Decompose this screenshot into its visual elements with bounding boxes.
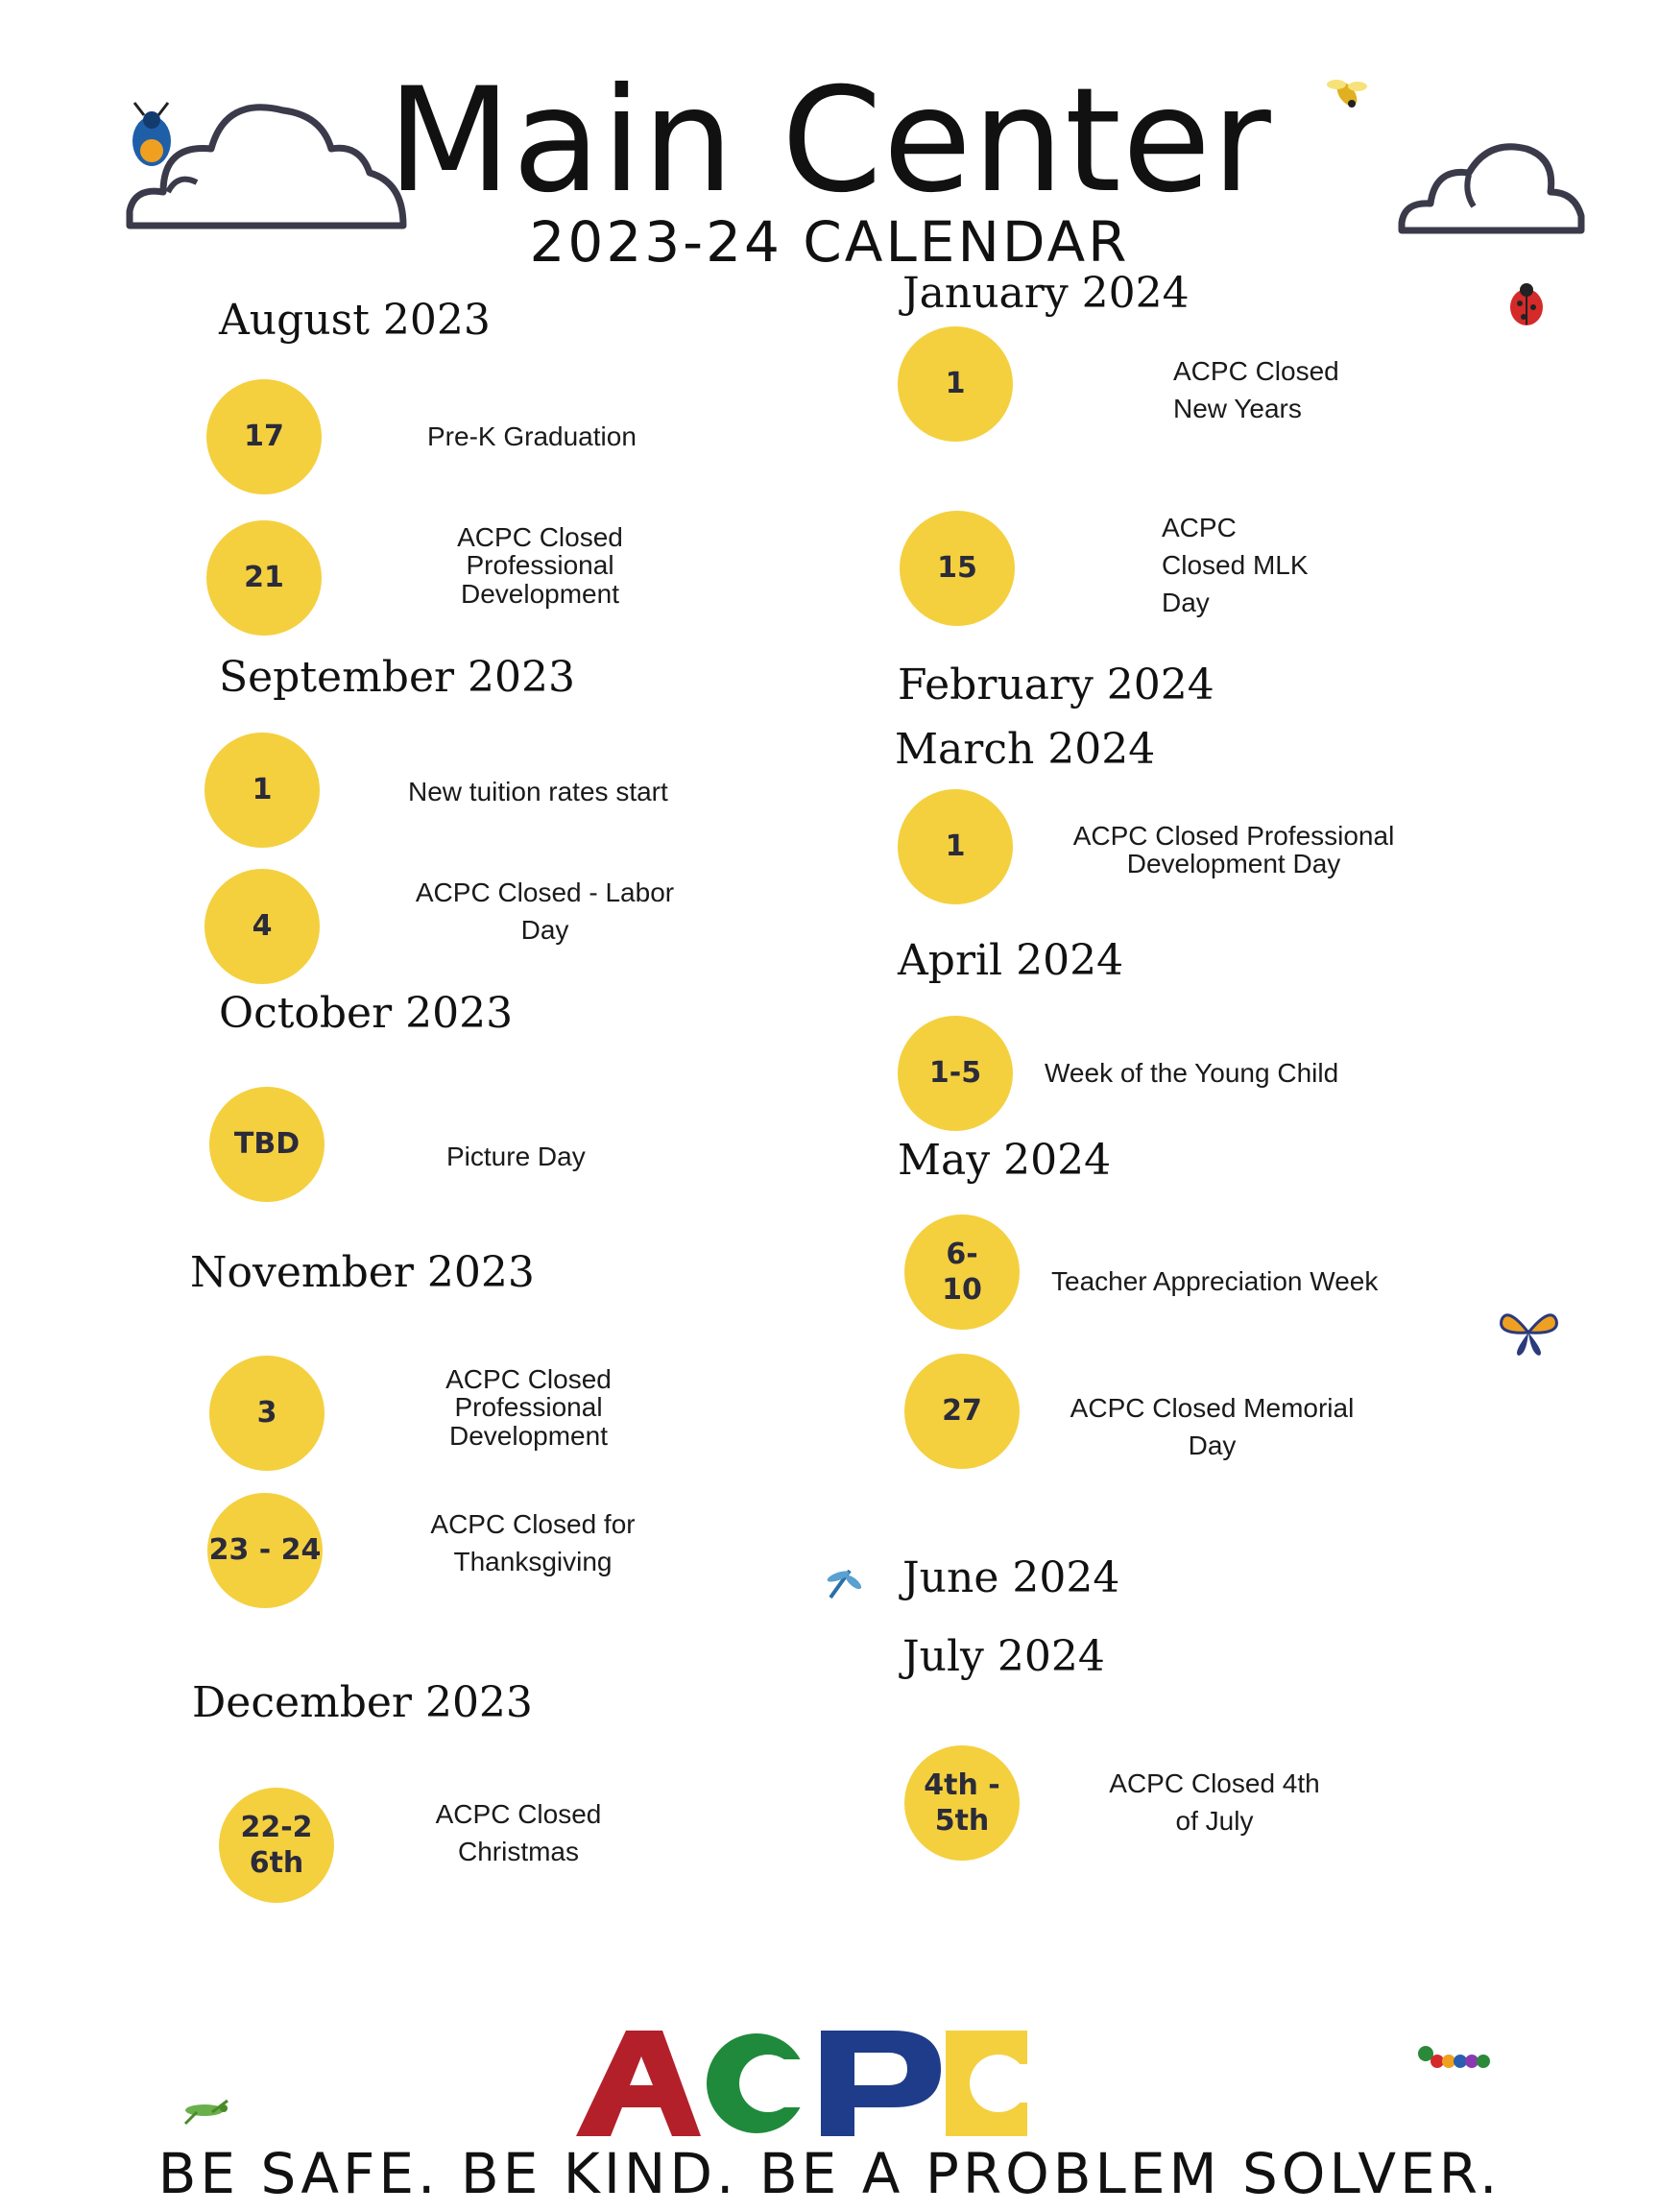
event-date-badge: 1-5	[898, 1016, 1013, 1131]
event-description: ACPC Closed MLK Day	[1162, 513, 1309, 618]
event-date-badge: 21	[206, 520, 322, 636]
month-heading-september: September 2023	[219, 653, 575, 702]
month-heading-october: October 2023	[219, 989, 514, 1038]
event-date-badge: 1	[898, 326, 1013, 442]
event-date-badge: 22-2 6th	[219, 1788, 334, 1903]
event-description: Pre-K Graduation	[427, 421, 637, 451]
footer-tagline: BE SAFE. BE KIND. BE A PROBLEM SOLVER.	[157, 2141, 1502, 2206]
month-heading-december: December 2023	[192, 1678, 533, 1727]
month-heading-june: June 2024	[902, 1553, 1120, 1602]
event-date-badge: TBD	[209, 1087, 325, 1202]
acpc-logo	[576, 2026, 1027, 2141]
event-date-badge: 1	[204, 733, 320, 848]
event-description: New tuition rates start	[408, 777, 668, 806]
event-description: ACPC Closed - Labor Day	[415, 878, 675, 946]
event-date-badge: 1	[898, 789, 1013, 904]
event-description: Picture Day	[446, 1142, 586, 1171]
event-description: ACPC Closed for Thanksgiving	[430, 1509, 636, 1577]
calendar-subtitle: 2023-24 CALENDAR	[529, 209, 1130, 275]
butterfly-icon	[1498, 1306, 1560, 1358]
event-date-badge: 4th - 5th	[904, 1745, 1020, 1861]
event-date-badge: 17	[206, 379, 322, 494]
event-date-badge: 4	[204, 869, 320, 984]
month-heading-may: May 2024	[898, 1136, 1112, 1185]
month-heading-november: November 2023	[190, 1248, 535, 1297]
ladybug-icon	[1503, 278, 1551, 331]
event-description: ACPC Closed Professional Development Day	[1072, 821, 1395, 879]
dragonfly-icon	[821, 1563, 864, 1601]
event-date-badge: 27	[904, 1354, 1020, 1469]
event-date-badge: 15	[900, 511, 1015, 626]
month-heading-february: February 2024	[898, 661, 1214, 709]
page-title: Main Center	[387, 58, 1272, 225]
event-description: ACPC Closed Professional Development	[445, 1364, 612, 1451]
event-description: ACPC Closed Professional Development	[457, 522, 623, 609]
event-description: Teacher Appreciation Week	[1051, 1266, 1379, 1296]
month-heading-march: March 2024	[895, 725, 1156, 774]
event-description: ACPC Closed Memorial Day	[1070, 1393, 1355, 1461]
month-heading-april: April 2024	[898, 936, 1124, 985]
event-description: ACPC Closed 4th of July	[1109, 1768, 1320, 1837]
month-heading-august: August 2023	[219, 296, 491, 345]
month-heading-january: January 2024	[902, 269, 1190, 318]
event-date-badge: 6- 10	[904, 1214, 1020, 1330]
event-date-badge: 3	[209, 1356, 325, 1471]
month-heading-july: July 2024	[902, 1632, 1105, 1681]
grasshopper-icon	[178, 2093, 235, 2127]
caterpillar-icon	[1416, 2040, 1493, 2079]
event-date-badge: 23 - 24	[207, 1493, 323, 1608]
event-description: Week of the Young Child	[1045, 1058, 1339, 1088]
event-description: ACPC Closed Christmas	[435, 1799, 602, 1867]
event-description: ACPC Closed New Years	[1173, 356, 1339, 424]
